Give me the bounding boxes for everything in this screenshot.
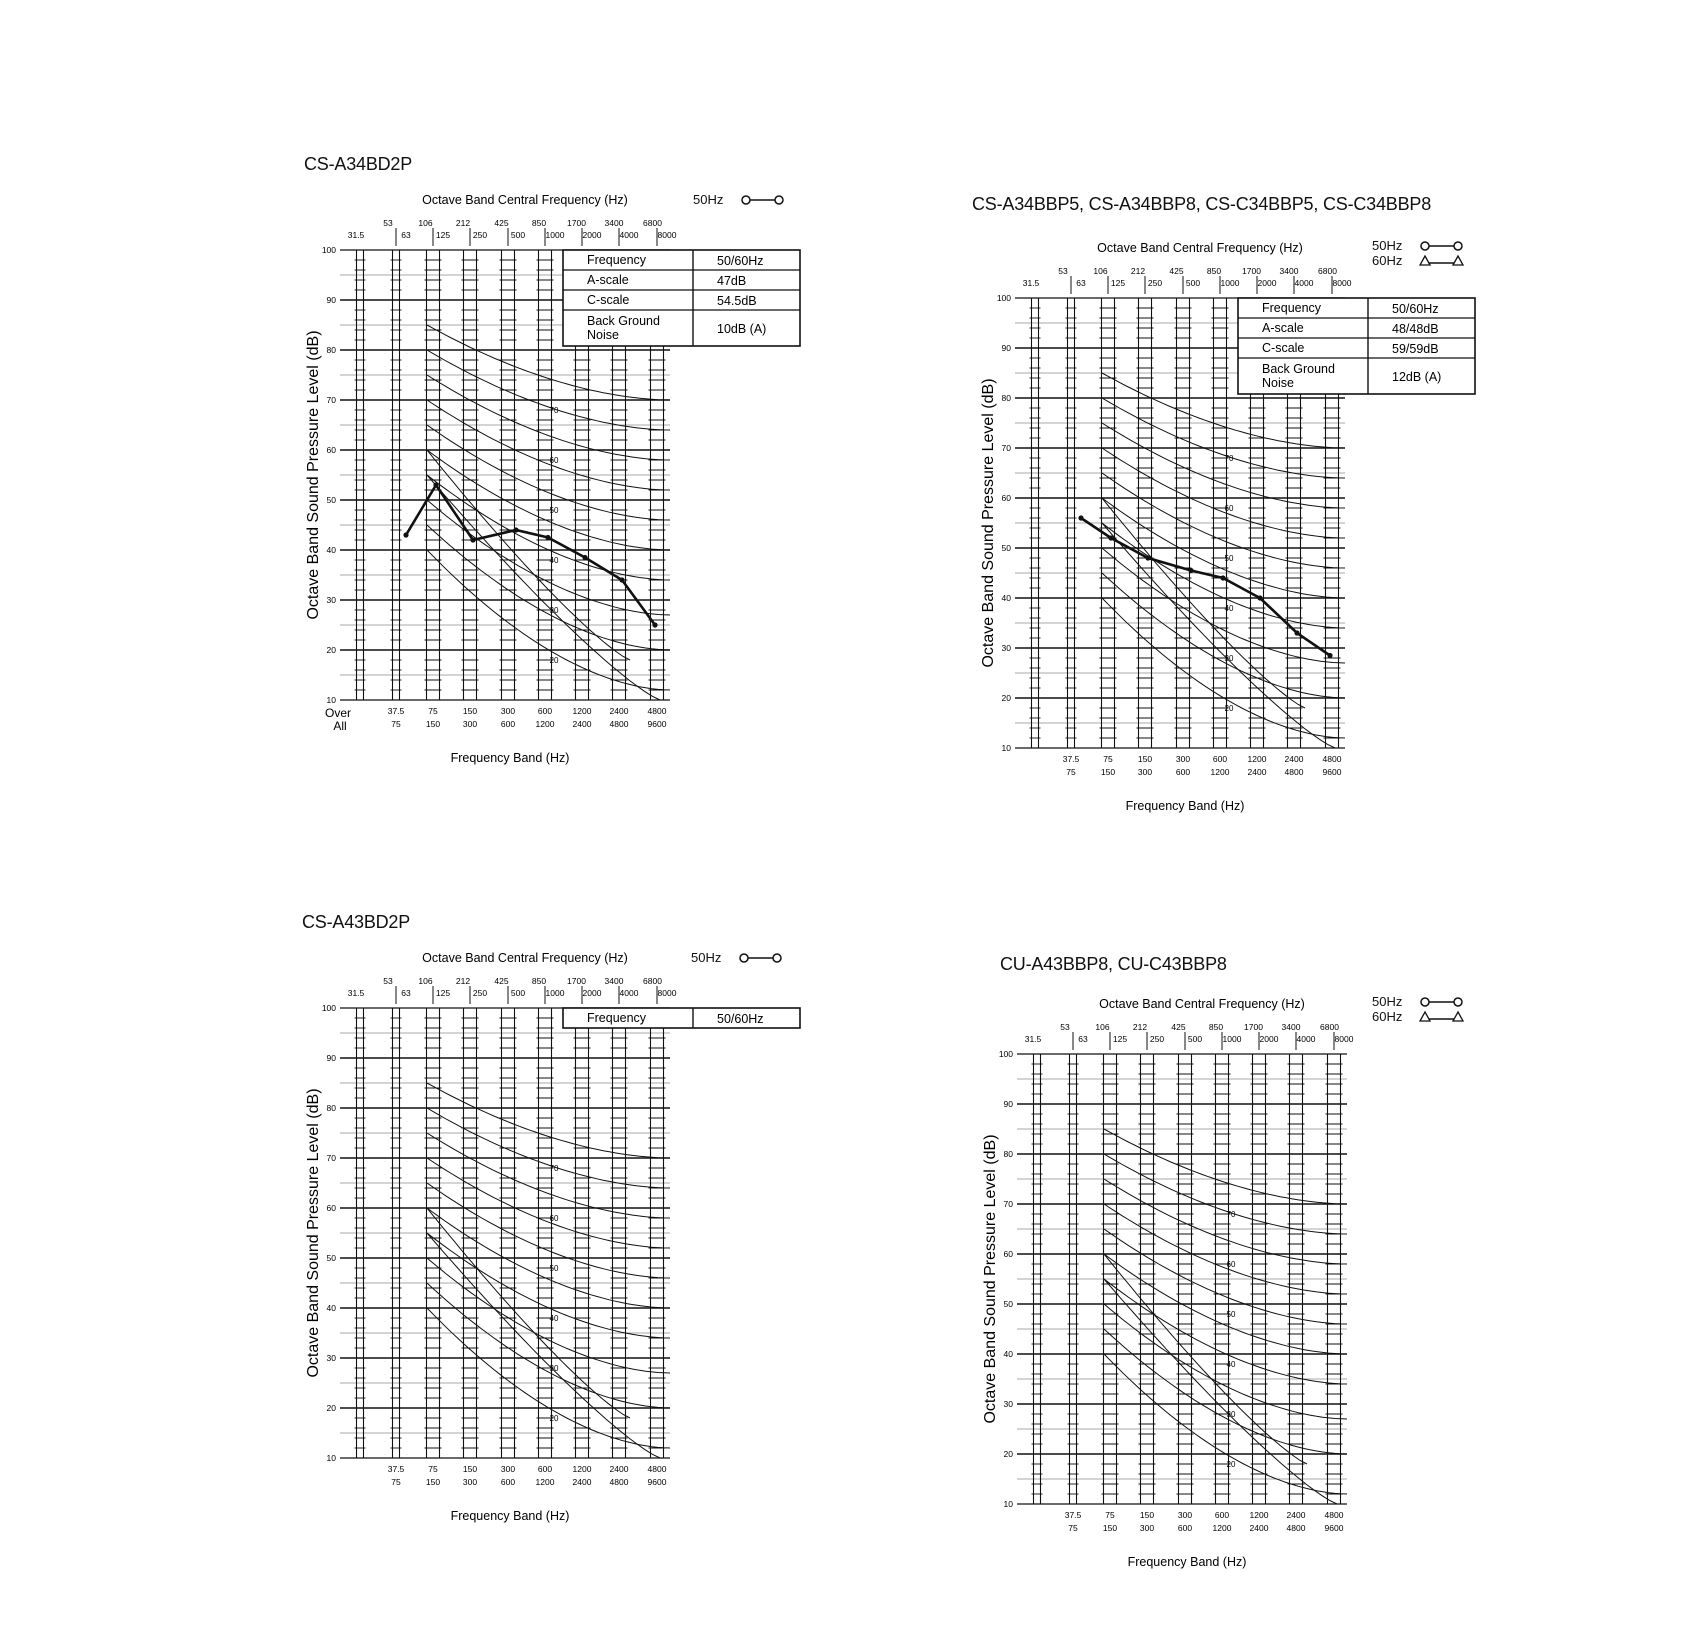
band-high-label: 1200 <box>1210 767 1230 777</box>
nc-curve-label: 20 <box>549 656 559 665</box>
y-tick-label: 80 <box>1003 1149 1013 1159</box>
y-tick-label: 40 <box>1003 1349 1013 1359</box>
band-high-label: 4800 <box>609 719 629 729</box>
nc-curve-label: 20 <box>1224 704 1234 713</box>
series-point <box>1294 630 1299 635</box>
band-low-label: 1200 <box>572 1464 592 1474</box>
band-low-label: 37.5 <box>387 706 405 716</box>
lower-freq-label: 2000 <box>1259 1034 1279 1044</box>
lower-freq-label: 125 <box>1112 1034 1128 1044</box>
y-tick-label: 50 <box>1001 543 1011 553</box>
lower-freq-label: 1000 <box>1222 1034 1242 1044</box>
y-tick-label: 10 <box>1003 1499 1013 1509</box>
upper-freq-label: 106 <box>1095 1022 1110 1032</box>
upper-freq-label: 425 <box>494 976 509 986</box>
series-point <box>433 482 438 487</box>
series-point <box>652 622 657 627</box>
lower-freq-label: 500 <box>1185 278 1201 288</box>
y-tick-label: 30 <box>1001 643 1011 653</box>
band-high-label: 75 <box>1066 767 1076 777</box>
y-tick-label: 40 <box>326 545 336 555</box>
y-tick-label: 20 <box>1003 1449 1013 1459</box>
y-tick-label: 30 <box>1003 1399 1013 1409</box>
info-table-value: 50/60Hz <box>717 254 764 268</box>
upper-freq-label: 425 <box>494 218 509 228</box>
nc-curve-label: 20 <box>1226 1460 1236 1469</box>
band-low-label: 4800 <box>647 1464 667 1474</box>
lower-freq-label: 250 <box>472 230 488 240</box>
y-tick-label: 20 <box>1001 693 1011 703</box>
info-table-value: 50/60Hz <box>717 1012 764 1026</box>
info-table-label: Noise <box>1262 376 1294 390</box>
band-high-label: 150 <box>425 719 441 729</box>
upper-freq-label: 53 <box>383 218 393 228</box>
info-table-label: Back Ground <box>587 314 660 328</box>
band-low-label: 75 <box>1103 754 1113 764</box>
upper-freq-label: 212 <box>455 976 471 986</box>
band-high-label: 75 <box>1068 1523 1078 1533</box>
chart-4-title: CU-A43BBP8, CU-C43BBP8 <box>1000 954 1227 974</box>
upper-freq-label: 425 <box>1169 266 1184 276</box>
series-point <box>1145 555 1150 560</box>
band-high-label: 4800 <box>1286 1523 1306 1533</box>
band-high-label: 300 <box>1139 1523 1155 1533</box>
band-low-label: 1200 <box>1249 1510 1269 1520</box>
nc-curve-label: 30 <box>1226 1410 1236 1419</box>
series-point <box>1257 595 1262 600</box>
lower-freq-label: 500 <box>510 988 526 998</box>
band-low-label: 150 <box>1139 1510 1155 1520</box>
nc-curve-label: 60 <box>1224 504 1234 513</box>
band-low-label: 300 <box>1177 1510 1193 1520</box>
y-tick-label: 90 <box>1001 343 1011 353</box>
y-tick-label: 100 <box>998 1049 1013 1059</box>
band-low-label: 2400 <box>1284 754 1304 764</box>
band-high-label: 9600 <box>1324 1523 1344 1533</box>
info-table-label: C-scale <box>1262 341 1305 355</box>
y-tick-label: 100 <box>321 245 336 255</box>
nc-curve-label: 40 <box>549 1314 559 1323</box>
series-line <box>1081 518 1330 656</box>
nc-curve-label: 60 <box>1226 1260 1236 1269</box>
band-high-label: 2400 <box>572 1477 592 1487</box>
legend-label: 60Hz <box>1372 1009 1403 1024</box>
upper-freq-label: 1700 <box>1244 1022 1263 1032</box>
lower-freq-label: 63 <box>401 988 411 998</box>
nc-curve-label: 70 <box>1226 1210 1236 1219</box>
upper-freq-label: 53 <box>1060 1022 1070 1032</box>
y-tick-label: 50 <box>326 495 336 505</box>
band-low-label: 300 <box>500 1464 516 1474</box>
legend-label: 50Hz <box>693 192 724 207</box>
series-point <box>470 537 475 542</box>
upper-freq-label: 212 <box>1132 1022 1148 1032</box>
band-high-label: 150 <box>425 1477 441 1487</box>
upper-freq-label: 1700 <box>567 218 586 228</box>
y-tick-label: 70 <box>326 1153 336 1163</box>
band-low-label: 150 <box>462 706 478 716</box>
info-table-value: 48/48dB <box>1392 322 1439 336</box>
y-tick-label: 30 <box>326 595 336 605</box>
upper-freq-label: 850 <box>1206 266 1222 276</box>
lower-freq-label: 500 <box>1187 1034 1203 1044</box>
lower-freq-label: 31.5 <box>1022 278 1040 288</box>
top-axis-title: Octave Band Central Frequency (Hz) <box>422 193 628 207</box>
chart-2-title: CS-A34BBP5, CS-A34BBP8, CS-C34BBP5, CS-C34BBP8 <box>972 194 1432 214</box>
lower-freq-label: 63 <box>401 230 411 240</box>
upper-freq-label: 6800 <box>643 218 662 228</box>
band-high-label: 150 <box>1102 1523 1118 1533</box>
y-tick-label: 90 <box>326 295 336 305</box>
legend-label: 50Hz <box>1372 238 1403 253</box>
lower-freq-label: 1000 <box>545 230 565 240</box>
lower-freq-label: 2000 <box>582 988 602 998</box>
upper-freq-label: 3400 <box>1279 266 1299 276</box>
lower-freq-label: 125 <box>1110 278 1126 288</box>
y-axis-title: Octave Band Sound Pressure Level (dB) <box>982 1134 999 1424</box>
band-low-label: 75 <box>428 1464 438 1474</box>
info-table <box>563 1008 800 1028</box>
band-low-label: 1200 <box>1247 754 1267 764</box>
y-tick-label: 40 <box>1001 593 1011 603</box>
lower-freq-label: 2000 <box>1257 278 1277 288</box>
info-table-value: 50/60Hz <box>1392 302 1439 316</box>
top-axis-title: Octave Band Central Frequency (Hz) <box>422 951 628 965</box>
band-high-label: 9600 <box>647 1477 667 1487</box>
band-high-label: 4800 <box>609 1477 629 1487</box>
y-tick-label: 90 <box>326 1053 336 1063</box>
legend-label: 50Hz <box>1372 994 1403 1009</box>
nc-curve-label: 70 <box>549 406 559 415</box>
lower-freq-label: 4000 <box>619 988 639 998</box>
lower-freq-label: 8000 <box>657 988 677 998</box>
nc-curve-label: 30 <box>549 1364 559 1373</box>
y-tick-label: 70 <box>326 395 336 405</box>
chart-3-svg <box>300 948 820 1588</box>
upper-freq-label: 6800 <box>1320 1022 1339 1032</box>
nc-curve <box>1102 498 1305 708</box>
lower-freq-label: 63 <box>1076 278 1086 288</box>
lower-freq-label: 4000 <box>1296 1034 1316 1044</box>
nc-curve-label: 60 <box>549 1214 559 1223</box>
y-tick-label: 100 <box>321 1003 336 1013</box>
band-low-label: 300 <box>500 706 516 716</box>
upper-freq-label: 1700 <box>1242 266 1261 276</box>
series-point <box>619 577 624 582</box>
nc-curve-label: 40 <box>1224 604 1234 613</box>
upper-freq-label: 850 <box>531 218 547 228</box>
lower-freq-label: 2000 <box>582 230 602 240</box>
upper-freq-label: 850 <box>531 976 547 986</box>
y-tick-label: 50 <box>1003 1299 1013 1309</box>
y-tick-label: 50 <box>326 1253 336 1263</box>
lower-freq-label: 63 <box>1078 1034 1088 1044</box>
nc-curve-label: 20 <box>549 1414 559 1423</box>
band-low-label: 1200 <box>572 706 592 716</box>
nc-curve-label: 30 <box>549 606 559 615</box>
nc-curve-label: 50 <box>549 1264 559 1273</box>
band-low-label: 150 <box>1137 754 1153 764</box>
chart-3-title: CS-A43BD2P <box>302 912 411 932</box>
info-table-label: Noise <box>587 328 619 342</box>
band-high-label: 1200 <box>535 719 555 729</box>
y-axis-title: Octave Band Sound Pressure Level (dB) <box>980 378 997 668</box>
lower-freq-label: 1000 <box>1220 278 1240 288</box>
nc-curve <box>427 1208 630 1418</box>
y-tick-label: 60 <box>1003 1249 1013 1259</box>
y-tick-label: 10 <box>1001 743 1011 753</box>
upper-freq-label: 850 <box>1208 1022 1224 1032</box>
chart-2-area <box>975 238 1495 878</box>
nc-curve-label: 70 <box>1224 454 1234 463</box>
info-table-label: C-scale <box>587 293 630 307</box>
upper-freq-label: 1700 <box>567 976 586 986</box>
band-low-label: 600 <box>537 706 553 716</box>
band-low-label: 2400 <box>1286 1510 1306 1520</box>
y-tick-label: 10 <box>326 1453 336 1463</box>
band-high-label: 2400 <box>1247 767 1267 777</box>
legend-label: 50Hz <box>691 950 722 965</box>
chart-3-area <box>300 948 820 1523</box>
bottom-axis-title: Frequency Band (Hz) <box>450 1509 570 1523</box>
upper-freq-label: 425 <box>1171 1022 1186 1032</box>
y-tick-label: 60 <box>1001 493 1011 503</box>
nc-curve <box>427 450 630 660</box>
bottom-axis-title: Frequency Band (Hz) <box>1125 799 1245 813</box>
lower-freq-label: 4000 <box>1294 278 1314 288</box>
upper-freq-label: 3400 <box>1281 1022 1301 1032</box>
info-table-label: A-scale <box>1262 321 1304 335</box>
band-low-label: 4800 <box>1322 754 1342 764</box>
band-high-label: 2400 <box>1249 1523 1269 1533</box>
nc-curve-label: 30 <box>1224 654 1234 663</box>
band-low-label: 2400 <box>609 1464 629 1474</box>
band-high-label: 600 <box>1177 1523 1193 1533</box>
info-table-label: Frequency <box>1262 301 1322 315</box>
lower-freq-label: 31.5 <box>347 230 365 240</box>
nc-curve <box>1104 1254 1307 1464</box>
band-low-label: 600 <box>537 1464 553 1474</box>
y-axis-title: Octave Band Sound Pressure Level (dB) <box>305 1088 322 1378</box>
band-low-label: 300 <box>1175 754 1191 764</box>
y-tick-label: 100 <box>996 293 1011 303</box>
band-high-label: 75 <box>391 719 401 729</box>
band-high-label: 1200 <box>535 1477 555 1487</box>
band-high-label: 600 <box>1175 767 1191 777</box>
series-point <box>1108 535 1113 540</box>
upper-freq-label: 3400 <box>604 976 624 986</box>
lower-freq-label: 4000 <box>619 230 639 240</box>
info-table-value: 59/59dB <box>1392 342 1439 356</box>
nc-curve-label: 40 <box>1226 1360 1236 1369</box>
band-high-label: 9600 <box>1322 767 1342 777</box>
band-high-label: 9600 <box>647 719 667 729</box>
band-high-label: 75 <box>391 1477 401 1487</box>
band-high-label: 2400 <box>572 719 592 729</box>
chart-1-area <box>300 190 820 830</box>
chart-1-svg <box>300 190 820 830</box>
y-tick-label: 80 <box>1001 393 1011 403</box>
info-table-value: 10dB (A) <box>717 322 767 336</box>
chart-2-svg <box>975 238 1495 878</box>
lower-freq-label: 8000 <box>1334 1034 1354 1044</box>
y-tick-label: 70 <box>1003 1199 1013 1209</box>
over-all-label: Over <box>324 706 352 720</box>
y-axis-title: Octave Band Sound Pressure Level (dB) <box>305 330 322 620</box>
legend-label: 60Hz <box>1372 253 1403 268</box>
upper-freq-label: 53 <box>1058 266 1068 276</box>
info-table-value: 54.5dB <box>717 294 757 308</box>
band-low-label: 4800 <box>647 706 667 716</box>
band-low-label: 600 <box>1214 1510 1230 1520</box>
info-table-label: Frequency <box>587 253 647 267</box>
nc-curve-label: 50 <box>1226 1310 1236 1319</box>
series-point <box>1220 575 1225 580</box>
series-point <box>582 555 587 560</box>
y-tick-label: 60 <box>326 1203 336 1213</box>
band-low-label: 150 <box>462 1464 478 1474</box>
lower-freq-label: 125 <box>435 988 451 998</box>
series-point <box>1188 568 1193 573</box>
band-low-label: 75 <box>1105 1510 1115 1520</box>
upper-freq-label: 6800 <box>1318 266 1337 276</box>
series-point <box>403 532 408 537</box>
lower-freq-label: 31.5 <box>347 988 365 998</box>
info-table-label: Back Ground <box>1262 362 1335 376</box>
y-tick-label: 20 <box>326 645 336 655</box>
lower-freq-label: 8000 <box>1332 278 1352 288</box>
nc-curve-label: 70 <box>549 1164 559 1173</box>
info-table <box>1238 298 1475 394</box>
band-high-label: 300 <box>462 719 478 729</box>
chart-4-area <box>977 994 1497 1569</box>
info-table-label: Frequency <box>587 1011 647 1025</box>
y-tick-label: 20 <box>326 1403 336 1413</box>
band-low-label: 4800 <box>1324 1510 1344 1520</box>
band-high-label: 4800 <box>1284 767 1304 777</box>
band-low-label: 37.5 <box>1064 1510 1082 1520</box>
band-high-label: 300 <box>462 1477 478 1487</box>
upper-freq-label: 212 <box>455 218 471 228</box>
upper-freq-label: 106 <box>418 976 433 986</box>
band-low-label: 37.5 <box>387 1464 405 1474</box>
upper-freq-label: 6800 <box>643 976 662 986</box>
lower-freq-label: 125 <box>435 230 451 240</box>
info-table-value: 47dB <box>717 274 747 288</box>
upper-freq-label: 53 <box>383 976 393 986</box>
lower-freq-label: 31.5 <box>1024 1034 1042 1044</box>
nc-curve-label: 40 <box>549 556 559 565</box>
y-tick-label: 10 <box>326 695 336 705</box>
lower-freq-label: 250 <box>1147 278 1163 288</box>
lower-freq-label: 8000 <box>657 230 677 240</box>
info-table-value: 12dB (A) <box>1392 370 1442 384</box>
band-high-label: 1200 <box>1212 1523 1232 1533</box>
chart-4-svg <box>977 994 1497 1634</box>
series-point <box>1078 515 1083 520</box>
series-point <box>545 535 550 540</box>
y-tick-label: 80 <box>326 1103 336 1113</box>
band-low-label: 37.5 <box>1062 754 1080 764</box>
band-high-label: 600 <box>500 719 516 729</box>
y-tick-label: 30 <box>326 1353 336 1363</box>
lower-freq-label: 250 <box>1149 1034 1165 1044</box>
info-table-label: A-scale <box>587 273 629 287</box>
y-tick-label: 90 <box>1003 1099 1013 1109</box>
upper-freq-label: 106 <box>1093 266 1108 276</box>
nc-curve-label: 50 <box>549 506 559 515</box>
upper-freq-label: 3400 <box>604 218 624 228</box>
lower-freq-label: 250 <box>472 988 488 998</box>
y-tick-label: 60 <box>326 445 336 455</box>
band-low-label: 600 <box>1212 754 1228 764</box>
band-low-label: 2400 <box>609 706 629 716</box>
chart-1-title: CS-A34BD2P <box>304 154 413 174</box>
series-point <box>1327 653 1332 658</box>
band-high-label: 600 <box>500 1477 516 1487</box>
top-axis-title: Octave Band Central Frequency (Hz) <box>1097 241 1303 255</box>
nc-curve-label: 60 <box>549 456 559 465</box>
band-high-label: 150 <box>1100 767 1116 777</box>
upper-freq-label: 106 <box>418 218 433 228</box>
y-tick-label: 80 <box>326 345 336 355</box>
upper-freq-label: 212 <box>1130 266 1146 276</box>
series-point <box>513 527 518 532</box>
band-low-label: 75 <box>428 706 438 716</box>
lower-freq-label: 1000 <box>545 988 565 998</box>
band-high-label: 300 <box>1137 767 1153 777</box>
over-all-label: All <box>333 719 347 733</box>
top-axis-title: Octave Band Central Frequency (Hz) <box>1099 997 1305 1011</box>
lower-freq-label: 500 <box>510 230 526 240</box>
y-tick-label: 40 <box>326 1303 336 1313</box>
bottom-axis-title: Frequency Band (Hz) <box>1127 1555 1247 1569</box>
nc-curve-label: 50 <box>1224 554 1234 563</box>
y-tick-label: 70 <box>1001 443 1011 453</box>
bottom-axis-title: Frequency Band (Hz) <box>450 751 570 765</box>
info-table <box>563 250 800 346</box>
